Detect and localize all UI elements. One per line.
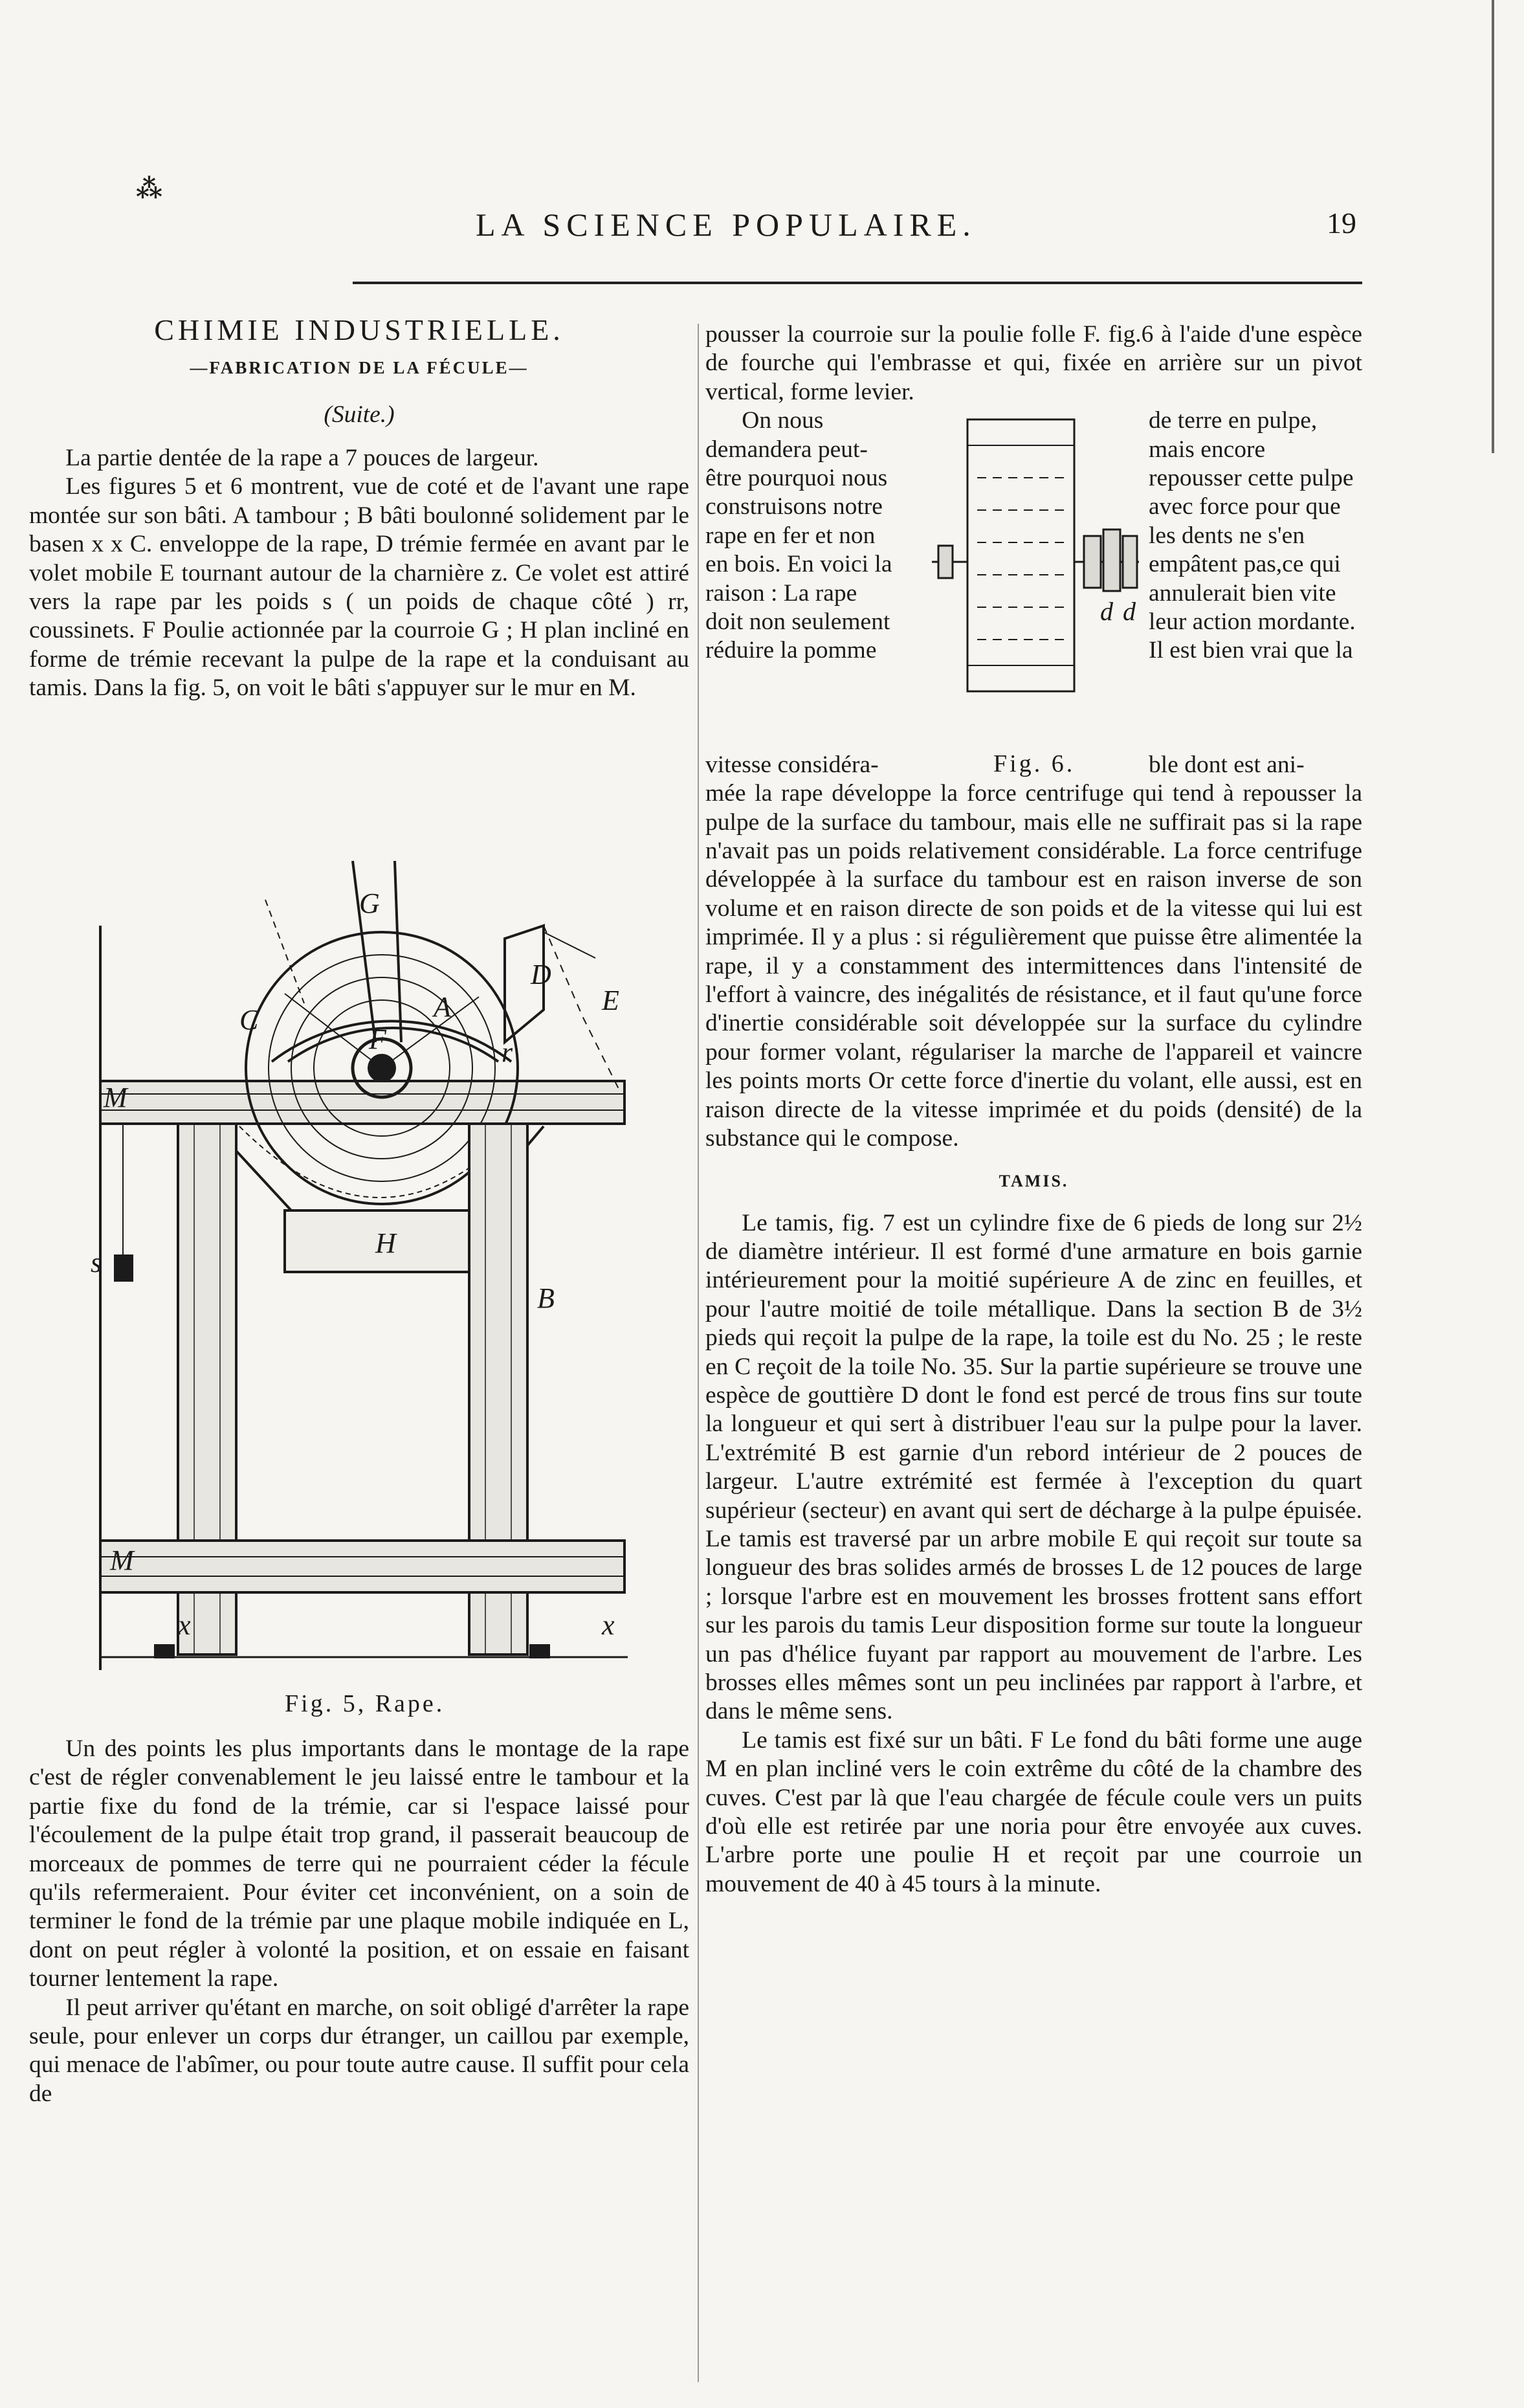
article-subtitle: —FABRICATION DE LA FÉCULE— bbox=[190, 358, 529, 377]
figure-6-drawing bbox=[900, 407, 1145, 717]
figure-label: M bbox=[104, 1082, 127, 1113]
wrap-bottom-left: vitesse considéra- bbox=[705, 752, 879, 779]
page-corner-mark: ⁂ bbox=[136, 174, 162, 203]
figure-label: E bbox=[602, 985, 619, 1016]
figure-5-caption: Fig. 5, Rape. bbox=[285, 1690, 445, 1717]
wrap-bottom-right: ble dont est ani- bbox=[1149, 752, 1305, 779]
paragraph: Le tamis est fixé sur un bâti. F Le fond du bâti forme une auge M en plan incliné vers le coin extrême du côté de la chambre des cuves. C'est par là que l'eau chargée de fécule coule vers un puits d'où elle est retirée par une noria pour être envoyée aux cuves. L'arbre porte une poulie H et reçoit par une courroie un mouvement de 40 à 45 tours à la minute. bbox=[705, 1726, 1362, 1897]
suite-label: (Suite.) bbox=[324, 401, 395, 428]
paragraph: Les figures 5 et 6 montrent, vue de coté et de l'avant une rape montée sur son bâti. A tambour ; B bâti boulonné solidement par le basen x x C. enveloppe de la rape, D trémie fermée en avant par le volet mobile E tournant autour de la charnière z. Ce volet est attiré vers la rape par les poids s ( un poids de chaque côté ) rr, coussinets. F Poulie actionnée par la courroie G ; H plan incliné en forme de trémie recevant la pulpe de la rape et la conduisant au tamis. Dans la fig. 5, on voit le bâti s'appuyer sur le mur en M. bbox=[29, 473, 689, 702]
page-number: 19 bbox=[1327, 206, 1356, 240]
figure-label: r bbox=[502, 1036, 513, 1068]
figure-label: d bbox=[1100, 597, 1113, 627]
figure-6-caption: Fig. 6. bbox=[993, 750, 1076, 778]
figure-label: C bbox=[239, 1004, 259, 1036]
section-title: CHIMIE INDUSTRIELLE. bbox=[154, 313, 564, 346]
page-edge bbox=[1492, 0, 1494, 453]
figure-label: B bbox=[537, 1282, 555, 1314]
figure-label: M bbox=[110, 1544, 134, 1576]
column-left bbox=[29, 311, 689, 703]
figure-label: x bbox=[178, 1609, 191, 1641]
paragraph: mée la rape développe la force centrifuge qui tend à repousser la pulpe de la surface du tambour, mais elle ne suffirait pas si la rape n'avait pas un poids relativement considérable. La force centrifuge développée à la surface du tambour est en raison inverse de son volume et en raison directe de son poids et de la vitesse qui lui est imprimée. Il y a plus : si régulièrement que puisse être alimentée la rape, il y a constamment des intermittences dans l'intensité de l'effort à vaincre, des inégalités de résistance, et il faut qu'une force d'inertie considérable soit développée sur la surface du cylindre pour former volant, régulariser la marche de l'appareil et vaincre les points morts Or cette force d'inertie du volant, elle aussi, est en raison directe de la vitesse imprimée et du poids (densité) de la substance qui le compose. bbox=[705, 780, 1362, 1152]
paragraph: Le tamis, fig. 7 est un cylindre fixe de 6 pieds de long sur 2½ de diamètre intérieur. Il est formé d'une armature en bois garnie intérieurement pour la moitié supérieure A de zinc en feuilles, et pour l'autre moitié de toile métallique. Dans la section B de 3½ pieds qui reçoit la pulpe de la rape, la toile est du No. 25 ; le reste en C reçoit de la toile No. 35. Sur la partie supérieure se trouve une espèce de gouttière D dont le fond est percé de trous fins sur toute la longueur et qui sert à distribuer l'eau sur la pulpe pour la laver. L'extrémité B est garnie d'un rebord intérieur de 2 pouces de largeur. L'autre extrémité est fermée à l'exception du quart supérieur (secteur) en avant qui sert de décharge à la pulpe épuisée. Le tamis est traversé par un arbre mobile E qui reçoit sur toute sa longueur des bras solides armés de brosses L de 12 pouces de large ; lorsque l'arbre est en mouvement les brosses frottent sans effort sur les parois du tamis Leur disposition forme sur toute la longueur un pas d'hélice fuyant par rapport au mouvement de l'arbre. Les brosses elles mêmes sont un peu inclinées par rapport à l'arbre, et dans le même sens. bbox=[705, 1209, 1362, 1725]
paragraph: La partie dentée de la rape a 7 pouces de largeur. bbox=[65, 445, 539, 471]
column-divider bbox=[698, 324, 699, 2382]
column-left-bottom bbox=[29, 1735, 689, 2108]
page-title: LA SCIENCE POPULAIRE. bbox=[476, 206, 977, 243]
paragraph: pousser la courroie sur la poulie folle F. fig.6 à l'aide d'une espèce de fourche qui l'embrasse et qui, fixée en arrière sur un pivot vertical, forme levier. bbox=[705, 321, 1362, 405]
figure-label: G bbox=[359, 887, 380, 919]
figure-label: s bbox=[91, 1247, 102, 1278]
figure-label: H bbox=[375, 1227, 396, 1259]
figure-label: x bbox=[602, 1609, 615, 1641]
figure-5-rape-drawing bbox=[91, 848, 647, 1683]
figure-label: d bbox=[1123, 597, 1136, 627]
tamis-heading: TAMIS. bbox=[999, 1171, 1069, 1190]
figure-label: F bbox=[369, 1023, 386, 1055]
paragraph: Un des points les plus importants dans le montage de la rape c'est de régler convenablement le jeu laissé entre le tambour et la partie fixe du fond de la trémie, car si l'espace laissé pour l'écoulement de la pulpe était trop grand, il passerait beaucoup de morceaux de pommes de terre qui ne pourraient céder la fécule qu'ils refermeraient. Pour éviter cet inconvénient, on a soin de terminer le fond de la trémie par une plaque mobile indiquée en L, dont on peut régler à volonté la position, et on essaie en faisant tourner lentement la rape. bbox=[29, 1735, 689, 1992]
paragraph: Il peut arriver qu'étant en marche, on soit obligé d'arrêter la rape seule, pour enlever un corps dur étranger, un caillou par exemple, qui menace de l'abîmer, ou pour toute autre cause. Il suffit pour cela de bbox=[29, 1994, 689, 2107]
header-rule bbox=[353, 282, 1362, 284]
figure-label: D bbox=[531, 959, 551, 990]
wrap-text-left: On nous demandera peut-être pourquoi nous construisons notre rape en fer et non en bois. En voici la raison : La rape doit non seulement réduire la pomme bbox=[705, 407, 892, 664]
wrap-text-right: de terre en pulpe, mais encore repousser cette pulpe avec force pour que les dents ne s'en empâtent pas,ce qui annulerait bien vite leur action mordante. Il est bien vrai que la bbox=[1149, 407, 1356, 664]
figure-label: A bbox=[434, 991, 451, 1023]
column-right bbox=[705, 320, 1362, 1899]
figure-6-wrap bbox=[705, 407, 1362, 779]
